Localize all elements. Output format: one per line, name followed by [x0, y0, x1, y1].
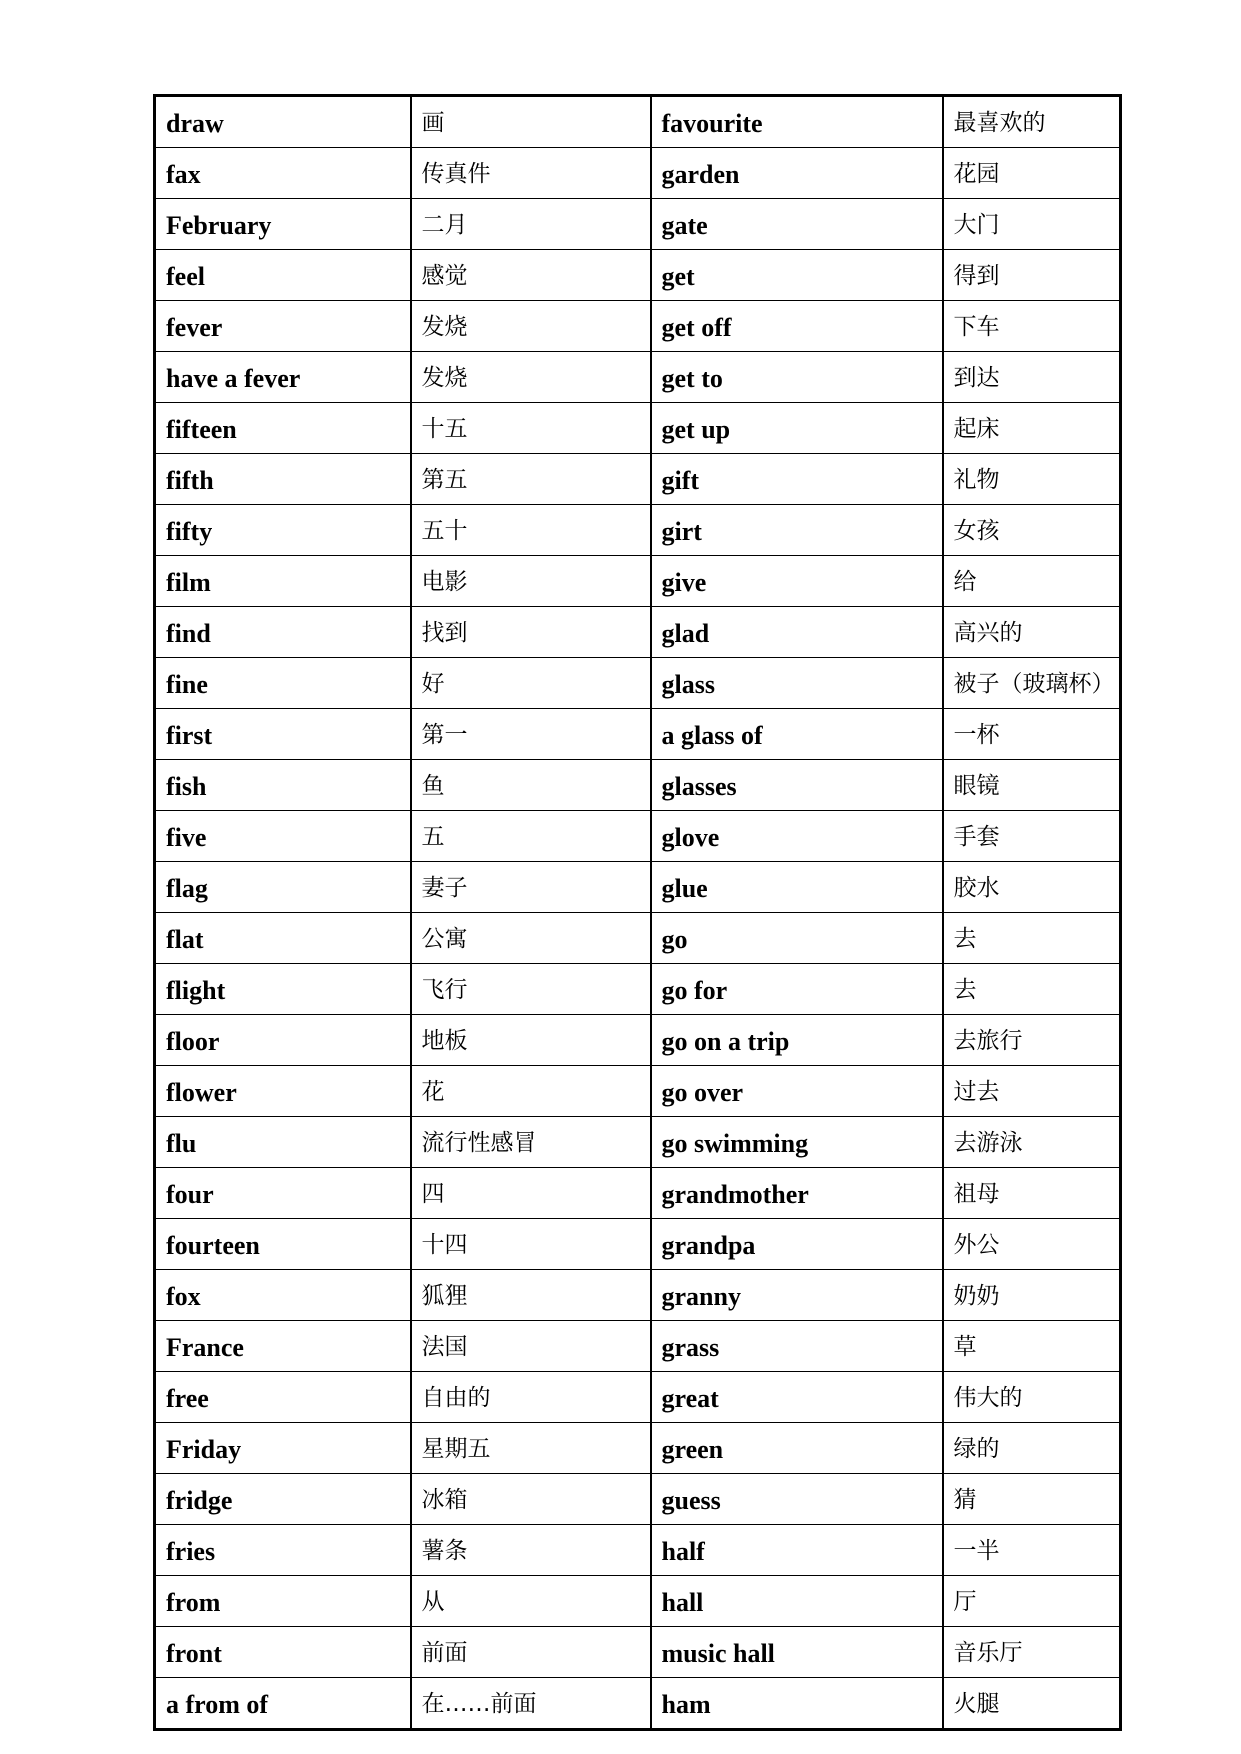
english-word-left: February	[155, 199, 411, 250]
english-word-left: floor	[155, 1015, 411, 1066]
chinese-meaning-left: 十四	[411, 1219, 651, 1270]
chinese-meaning-right: 厅	[943, 1576, 1121, 1627]
chinese-meaning-left: 十五	[411, 403, 651, 454]
english-word-left: have a fever	[155, 352, 411, 403]
chinese-meaning-left: 二月	[411, 199, 651, 250]
chinese-meaning-left: 公寓	[411, 913, 651, 964]
english-word-right: give	[651, 556, 943, 607]
english-word-left: fridge	[155, 1474, 411, 1525]
chinese-meaning-left: 星期五	[411, 1423, 651, 1474]
table-row	[155, 1678, 1121, 1730]
english-word-right: glasses	[651, 760, 943, 811]
english-word-left: fever	[155, 301, 411, 352]
table-row	[155, 1219, 1121, 1270]
english-word-left: France	[155, 1321, 411, 1372]
chinese-meaning-right: 音乐厅	[943, 1627, 1121, 1678]
table-row	[155, 96, 1121, 148]
table-row	[155, 1474, 1121, 1525]
english-word-right: glove	[651, 811, 943, 862]
table-row	[155, 250, 1121, 301]
english-word-left: flag	[155, 862, 411, 913]
vocabulary-table-body	[155, 96, 1121, 1730]
english-word-right: gift	[651, 454, 943, 505]
table-row	[155, 454, 1121, 505]
table-row	[155, 1015, 1121, 1066]
chinese-meaning-left: 飞行	[411, 964, 651, 1015]
english-word-right: granny	[651, 1270, 943, 1321]
chinese-meaning-right: 给	[943, 556, 1121, 607]
table-row	[155, 1117, 1121, 1168]
table-row	[155, 1372, 1121, 1423]
chinese-meaning-left: 发烧	[411, 352, 651, 403]
table-row	[155, 1423, 1121, 1474]
chinese-meaning-left: 狐狸	[411, 1270, 651, 1321]
chinese-meaning-left: 画	[411, 96, 651, 148]
chinese-meaning-right: 过去	[943, 1066, 1121, 1117]
chinese-meaning-left: 从	[411, 1576, 651, 1627]
english-word-right: go	[651, 913, 943, 964]
english-word-right: go on a trip	[651, 1015, 943, 1066]
chinese-meaning-left: 好	[411, 658, 651, 709]
english-word-right: glass	[651, 658, 943, 709]
chinese-meaning-left: 鱼	[411, 760, 651, 811]
table-row	[155, 1576, 1121, 1627]
english-word-right: grass	[651, 1321, 943, 1372]
english-word-right: get	[651, 250, 943, 301]
chinese-meaning-left: 前面	[411, 1627, 651, 1678]
table-row	[155, 556, 1121, 607]
chinese-meaning-right: 高兴的	[943, 607, 1121, 658]
table-row	[155, 760, 1121, 811]
chinese-meaning-right: 去旅行	[943, 1015, 1121, 1066]
english-word-left: feel	[155, 250, 411, 301]
english-word-left: fox	[155, 1270, 411, 1321]
chinese-meaning-right: 一半	[943, 1525, 1121, 1576]
english-word-left: flu	[155, 1117, 411, 1168]
english-word-right: hall	[651, 1576, 943, 1627]
table-row	[155, 148, 1121, 199]
table-row	[155, 709, 1121, 760]
chinese-meaning-right: 外公	[943, 1219, 1121, 1270]
chinese-meaning-left: 自由的	[411, 1372, 651, 1423]
english-word-left: draw	[155, 96, 411, 148]
english-word-left: free	[155, 1372, 411, 1423]
english-word-right: glad	[651, 607, 943, 658]
table-row	[155, 301, 1121, 352]
english-word-left: fries	[155, 1525, 411, 1576]
english-word-right: favourite	[651, 96, 943, 148]
chinese-meaning-right: 礼物	[943, 454, 1121, 505]
chinese-meaning-right: 女孩	[943, 505, 1121, 556]
chinese-meaning-left: 找到	[411, 607, 651, 658]
chinese-meaning-left: 花	[411, 1066, 651, 1117]
table-row	[155, 1525, 1121, 1576]
english-word-right: get up	[651, 403, 943, 454]
english-word-right: get off	[651, 301, 943, 352]
chinese-meaning-left: 法国	[411, 1321, 651, 1372]
chinese-meaning-right: 草	[943, 1321, 1121, 1372]
table-row	[155, 607, 1121, 658]
chinese-meaning-right: 去	[943, 964, 1121, 1015]
english-word-left: fifth	[155, 454, 411, 505]
table-row	[155, 913, 1121, 964]
english-word-left: from	[155, 1576, 411, 1627]
chinese-meaning-right: 起床	[943, 403, 1121, 454]
table-row	[155, 862, 1121, 913]
english-word-right: girt	[651, 505, 943, 556]
chinese-meaning-right: 到达	[943, 352, 1121, 403]
english-word-right: grandmother	[651, 1168, 943, 1219]
english-word-left: front	[155, 1627, 411, 1678]
chinese-meaning-right: 一杯	[943, 709, 1121, 760]
chinese-meaning-left: 电影	[411, 556, 651, 607]
english-word-right: go for	[651, 964, 943, 1015]
chinese-meaning-right: 胶水	[943, 862, 1121, 913]
english-word-right: guess	[651, 1474, 943, 1525]
english-word-left: flight	[155, 964, 411, 1015]
english-word-left: film	[155, 556, 411, 607]
chinese-meaning-right: 伟大的	[943, 1372, 1121, 1423]
chinese-meaning-right: 大门	[943, 199, 1121, 250]
english-word-right: go swimming	[651, 1117, 943, 1168]
english-word-left: Friday	[155, 1423, 411, 1474]
english-word-left: five	[155, 811, 411, 862]
table-row	[155, 505, 1121, 556]
chinese-meaning-left: 妻子	[411, 862, 651, 913]
english-word-right: get to	[651, 352, 943, 403]
english-word-right: garden	[651, 148, 943, 199]
english-word-right: half	[651, 1525, 943, 1576]
english-word-left: flower	[155, 1066, 411, 1117]
chinese-meaning-left: 流行性感冒	[411, 1117, 651, 1168]
english-word-right: green	[651, 1423, 943, 1474]
english-word-left: fish	[155, 760, 411, 811]
chinese-meaning-left: 五	[411, 811, 651, 862]
english-word-left: fifteen	[155, 403, 411, 454]
chinese-meaning-right: 火腿	[943, 1678, 1121, 1730]
english-word-right: ham	[651, 1678, 943, 1730]
table-row	[155, 1168, 1121, 1219]
chinese-meaning-left: 四	[411, 1168, 651, 1219]
chinese-meaning-right: 花园	[943, 148, 1121, 199]
table-row	[155, 1321, 1121, 1372]
english-word-left: fine	[155, 658, 411, 709]
chinese-meaning-left: 传真件	[411, 148, 651, 199]
english-word-left: a from of	[155, 1678, 411, 1730]
table-row	[155, 964, 1121, 1015]
english-word-right: a glass of	[651, 709, 943, 760]
chinese-meaning-left: 感觉	[411, 250, 651, 301]
table-row	[155, 199, 1121, 250]
english-word-left: find	[155, 607, 411, 658]
english-word-left: flat	[155, 913, 411, 964]
english-word-left: four	[155, 1168, 411, 1219]
chinese-meaning-right: 最喜欢的	[943, 96, 1121, 148]
chinese-meaning-left: 第五	[411, 454, 651, 505]
chinese-meaning-right: 得到	[943, 250, 1121, 301]
table-row	[155, 1627, 1121, 1678]
english-word-right: go over	[651, 1066, 943, 1117]
table-row	[155, 658, 1121, 709]
english-word-right: music hall	[651, 1627, 943, 1678]
english-word-left: fifty	[155, 505, 411, 556]
english-word-right: grandpa	[651, 1219, 943, 1270]
chinese-meaning-left: 薯条	[411, 1525, 651, 1576]
chinese-meaning-left: 第一	[411, 709, 651, 760]
english-word-right: great	[651, 1372, 943, 1423]
chinese-meaning-right: 手套	[943, 811, 1121, 862]
chinese-meaning-right: 猜	[943, 1474, 1121, 1525]
table-row	[155, 352, 1121, 403]
english-word-left: fourteen	[155, 1219, 411, 1270]
english-word-right: glue	[651, 862, 943, 913]
vocabulary-table	[153, 94, 1122, 1731]
english-word-left: first	[155, 709, 411, 760]
chinese-meaning-right: 祖母	[943, 1168, 1121, 1219]
table-row	[155, 811, 1121, 862]
table-row	[155, 1270, 1121, 1321]
table-row	[155, 403, 1121, 454]
table-row	[155, 1066, 1121, 1117]
chinese-meaning-right: 眼镜	[943, 760, 1121, 811]
english-word-left: fax	[155, 148, 411, 199]
chinese-meaning-right: 绿的	[943, 1423, 1121, 1474]
english-word-right: gate	[651, 199, 943, 250]
chinese-meaning-right: 被子（玻璃杯）	[943, 658, 1121, 709]
chinese-meaning-left: 发烧	[411, 301, 651, 352]
chinese-meaning-right: 下车	[943, 301, 1121, 352]
chinese-meaning-left: 在……前面	[411, 1678, 651, 1730]
chinese-meaning-left: 冰箱	[411, 1474, 651, 1525]
chinese-meaning-left: 地板	[411, 1015, 651, 1066]
chinese-meaning-right: 奶奶	[943, 1270, 1121, 1321]
chinese-meaning-right: 去	[943, 913, 1121, 964]
chinese-meaning-right: 去游泳	[943, 1117, 1121, 1168]
chinese-meaning-left: 五十	[411, 505, 651, 556]
